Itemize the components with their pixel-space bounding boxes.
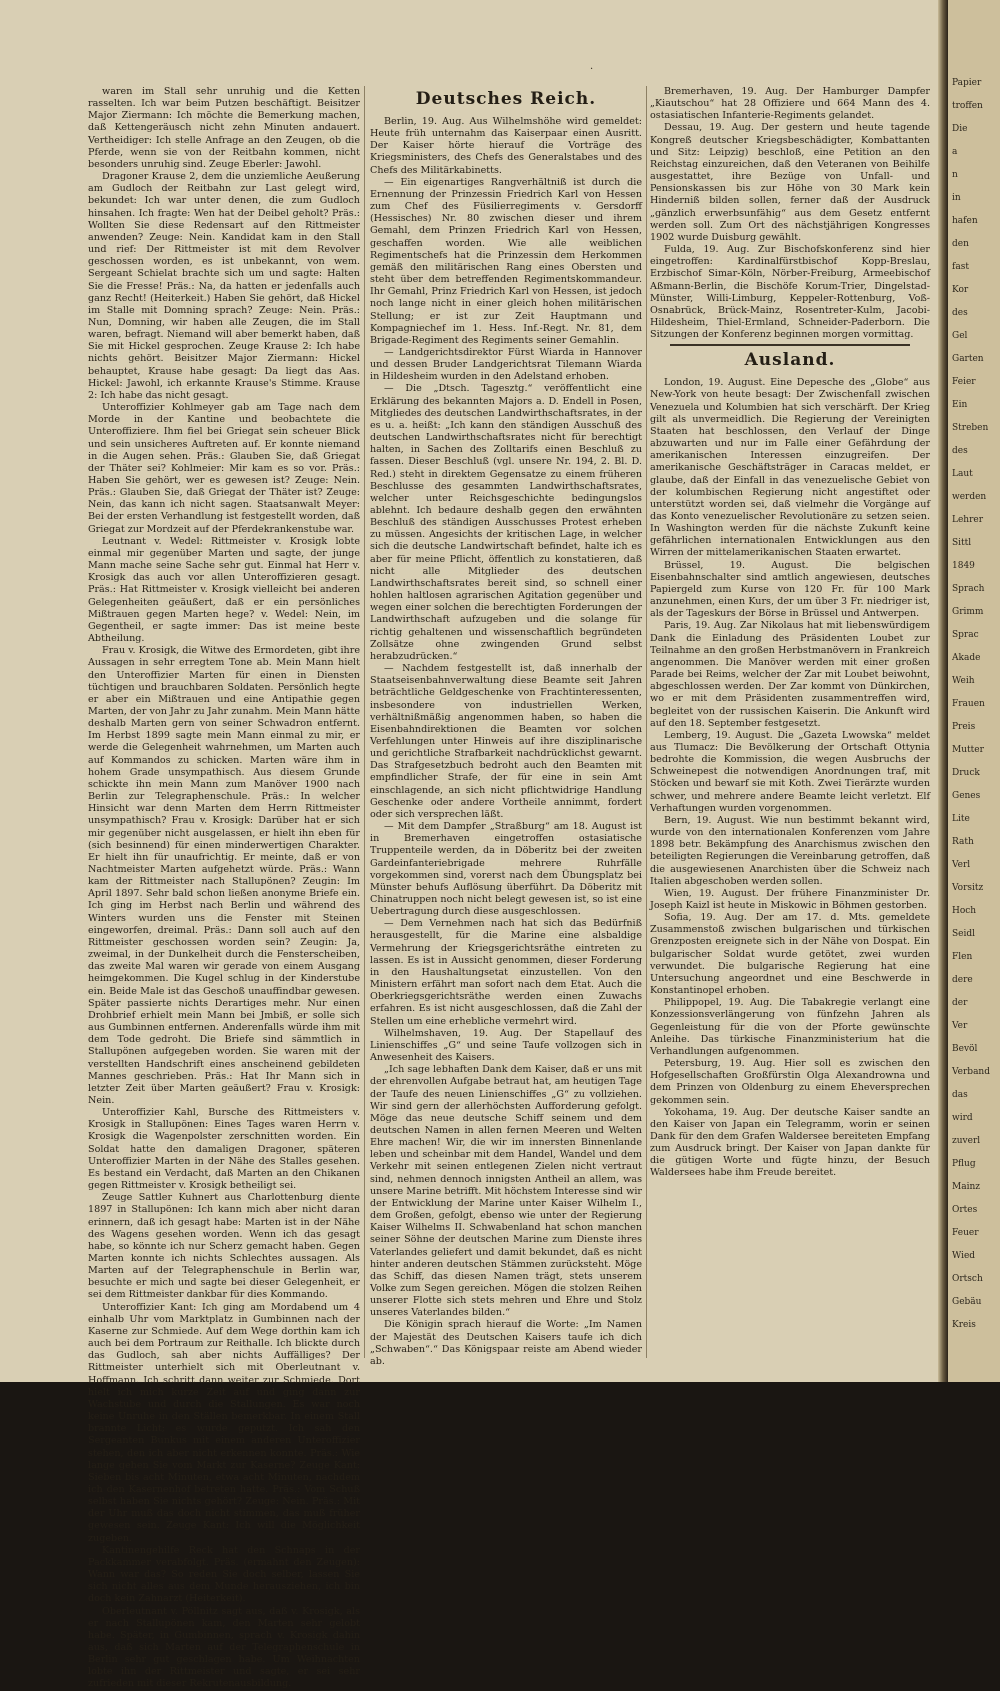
adjacent-page-fragment: troffen (952, 101, 983, 111)
adjacent-page-fragment: Akade (952, 653, 981, 663)
article-paragraph: — Dem Vernehmen nach hat sich das Bedürfniß herausgestellt, für die Marine eine alsbaldige Vermehrung der Kriegsgerichtsräthe eintreten zu lassen. Es ist in Aussicht genommen, dieser Forderung in den Haushaltungsetat einzustellen. Von den Ministern erfährt man sofort nach dem Etat. Auch die Oberkriegsgerichtsräthe werden einen Zuwachs erfahren. Es ist nicht ausgeschlossen, daß die Zahl der Stellen um eine erhebliche vermehrt wird. (370, 918, 642, 1027)
column-divider (646, 86, 647, 1358)
article-paragraph: Yokohama, 19. Aug. Der deutsche Kaiser sandte an den Kaiser von Japan ein Telegramm, worin er seinen Dank für den dem Grafen Waldersee bereiteten Empfang zum Ausdruck bringt. Der Kaiser von Japan dankte für die gütigen Worte und fügte hinzu, der Besuch Waldersees habe ihm Freude bereitet. (650, 1106, 930, 1179)
adjacent-page-fragment: Hoch (952, 906, 977, 916)
column-right-ausland-news (650, 377, 930, 1179)
adjacent-page-fragment: Gebäu (952, 1297, 982, 1307)
article-paragraph: Philippopel, 19. Aug. Die Tabakregie verlangt eine Konzessionsverlängerung von fünfzehn Jahren als Gegenleistung für die von der Pforte gewünschte Anleihe. Das türkische Finanzministerium hat die Verhandlungen aufgenommen. (650, 997, 930, 1057)
adjacent-page-fragment: Sprach (952, 584, 985, 594)
adjacent-page-fragment: fast (952, 262, 969, 272)
article-paragraph: Dragoner Krause 2, dem die unziemliche Aeußerung am Gudloch der Reitbahn zur Last gelegt wird, bekundet: Ich war unter denen, die zum Gudloch hinsahen. Ich fragte: Wen hat der Deibel geholt? Präs.: Wollten Sie diese Redensart auf den Rittmeister anwenden? Zeuge: Nein. Kandidat kam in den Stall und rief: Der Rittmeister ist mit dem Revolver geschossen worden, es ist unbekannt, von wem. Sergeant Schielat brachte sich um und sagte: Halten Sie die Fresse! Präs.: Na, da hatten er jedenfalls auch ganz Recht! (Heiterkeit.) Haben Sie gehört, daß Hickel im Stalle mit Domning sprach? Zeuge: Nein. Präs.: Nun, Domning, wir haben alle Zeugen, die im Stall waren, befragt. Niemand will aber bemerkt haben, daß Sie mit Hickel gesprochen. Zeuge Krause 2: Ich habe nichts gehört. Beisitzer Major Ziermann: Hickel behauptet, Krause habe gesagt: Da liegt das Aas. Hickel: Jawohl, ich erkannte Krause's Stimme. Krause 2: Ich habe das nicht gesagt. (88, 171, 360, 401)
article-paragraph: Wien, 19. August. Der frühere Finanzminister Dr. Joseph Kaizl ist heute in Miskowic in Böhmen gestorben. (650, 887, 930, 911)
adjacent-page-fragment: Flen (952, 952, 973, 962)
adjacent-page-fragment: Verband (952, 1067, 990, 1077)
page-mark: · (590, 64, 594, 75)
article-paragraph: Zeuge Sattler Kuhnert aus Charlottenburg diente 1897 in Stallupönen: Ich kann mich aber nicht daran erinnern, daß ich gesagt habe: Marten ist in der Nähe des Wagens gesehen worden. Wenn ich das gesagt habe, so könnte ich nur Scherz gemacht haben. Gegen Marten konnte ich nichts Schlechtes aussagen. Als Marten auf der Telegraphenschule in Berlin war, besuchte er mich und sagte bei dieser Gelegenheit, er sei dem Rittmeister dankbar für dies Kommando. (88, 1192, 360, 1301)
article-paragraph: London, 19. August. Eine Depesche des „Globe“ aus New-York von heute besagt: Der Zwischenfall zwischen Venezuela und Kolumbien hat sich verschärft. Der Krieg gilt als unvermeidlich. Die Regierung der Vereinigten Staaten hat beschlossen, den Verlauf der Dinge abzuwarten und nur im Falle einer Gefährdung der amerikanischen Interessen einzugreifen. Der amerikanische Geschäftsträger in Caracas meldet, er glaube, daß der Einfall in das venezuelische Gebiet von der kolumbischen Regierung nicht angestiftet oder unterstützt worden sei, daß vielmehr die Vorgänge auf das Konto venezuelischer Revolutionäre zu setzen seien. In Washington werden für die nächste Zukunft keine gefährlichen internationalen Entwicklungen aus den Wirren der mittelamerikanischen Staaten erwartet. (650, 377, 930, 559)
adjacent-page-fragment: Sprac (952, 630, 979, 640)
adjacent-page-fragment: des (952, 446, 968, 456)
article-paragraph: — Die „Dtsch. Tagesztg.“ veröffentlicht eine Erklärung des bekannten Majors a. D. Endell in Posen, Mitgliedes des deutschen Landwirthschaftsrates, in der es u. a. heißt: „Ich kann den ständigen Ausschuß des deutschen Landwirthschaftsrates nicht für berechtigt halten, in Sachen des Zolltarifs einen Beschluß zu fassen. Dieser Beschluß (vgl. unsere Nr. 194, 2. Bl. D. Red.) steht in direktem Gegensatze zu einem früheren Beschlusse des gesammten Landwirthschaftsrates, welcher unter Reichsgeschichte bedingungslos ablehnt. Ich bedaure deshalb gegen den erwähnten Beschluß des ständigen Ausschusses Protest erheben zu müssen. Angesichts der kritischen Lage, in welcher sich die deutsche Landwirtschaft befindet, halte ich es aber für meine Pflicht, öffentlich zu konstatieren, daß nicht alle Mitglieder des deutschen Landwirthschaftsrates bereit sind, so schnell einer hohlen haltlosen agrarischen Agitation gegenüber und wegen einer solchen die berechtigten Forderungen der Landwirthschaft aufzugeben und die solange für richtig gehaltenen und wissenschaftlich begründeten Zollsätze ohne zwingenden Grund selbst herabzudrücken.“ (370, 383, 642, 662)
article-paragraph: — Mit dem Dampfer „Straßburg“ am 18. August ist in Bremerhaven eingetroffen ostasiatische Truppenteile werden, da in Döberitz bei der zweiten Gardeinfanteriebrigade mehrere Ruhrfälle vorgekommen sind, vorerst nach dem Übungsplatz bei Münster behufs Auflösung überführt. Da Döberitz mit Chinatruppen noch nicht belegt gewesen ist, so ist eine Uebertragung durch diese ausgeschlossen. (370, 821, 642, 918)
adjacent-page-fragment: Weih (952, 676, 975, 686)
adjacent-page-fragment: Kreis (952, 1320, 976, 1330)
adjacent-page-fragment: Papier (952, 78, 982, 88)
article-paragraph: Dessau, 19. Aug. Der gestern und heute tagende Kongreß deutscher Kriegsbeschädigter, Kombattanten und Sitz: Leipzig) beschloß, eine Petition an den Reichstag einzureichen, daß den Veteranen von Beihilfe ausgestattet, ihre Bezüge von Unfall- und Pensionskassen bis zur Höhe von 30 Mark kein Hinderniß bilden sollen, ferner daß der Ausdruck „gänzlich erwerbsunfähig“ aus dem Gesetz entfernt werden soll. Zum Ort des nächstjährigen Kongresses 1902 wurde Duisburg gewählt. (650, 122, 930, 243)
adjacent-page-fragment: Rath (952, 837, 974, 847)
adjacent-page-fragment: zuverl (952, 1136, 981, 1146)
adjacent-page-fragment: hafen (952, 216, 978, 226)
section-heading-ausland: Ausland. (744, 350, 836, 371)
article-paragraph: — Ein eigenartiges Rangverhältniß ist durch die Ernennung der Prinzessin Friedrich Karl von Hessen zum Chef des Füsilierregiments v. Gersdorff (Hessisches) Nr. 80 zwischen dieser und ihrem Gemahl, dem Prinzen Friedrich Karl von Hessen, geschaffen worden. Wie alle weiblichen Regimentschefs hat die Prinzessin dem Herkommen gemäß den militärischen Rang eines Obersten und steht über dem betreffenden Regimentskommandeur. Ihr Gemahl, Prinz Friedrich Karl von Hessen, ist jedoch noch lange nicht in einer gleich hohen militärischen Stellung; er ist zur Zeit Hauptmann und Kompagniechef im 1. Hess. Inf.-Regt. Nr. 81, dem Brigade-Regiment des Regiments seiner Gemahlin. (370, 176, 642, 346)
article-paragraph: Bern, 19. August. Wie nun bestimmt bekannt wird, wurde von den internationalen Konferenzen vom Jahre 1898 betr. Bekämpfung des Anarchismus zwischen den beteiligten Regierungen die Vereinbarung getroffen, daß die ausgewiesenen Anarchisten über die Schweiz nach Italien abgeschoben werden sollen. (650, 814, 930, 887)
adjacent-page-fragment: Vorsitz (952, 883, 984, 893)
article-paragraph: Brüssel, 19. August. Die belgischen Eisenbahnschalter sind amtlich angewiesen, deutsches Papiergeld zum Kurse von 120 Fr. für 100 Mark anzunehmen, einen Kurs, der um über 3 Fr. niedriger ist, als der Tageskurs der Börse in Brüssel und Antwerpen. (650, 559, 930, 620)
article-paragraph: Unteroffizier Kahl, Bursche des Rittmeisters v. Krosigk in Stallupönen: Eines Tages waren Herrn v. Krosigk die Wagenpolster zerschnitten worden. Ein Soldat hatte den damaligen Dragoner, späteren Unteroffizier Marten in der Nähe des Stalles gesehen. Es bestand ein Verdacht, daß Marten an den Chikanen gegen Rittmeister v. Krosigk betheiligt sei. (88, 1107, 360, 1192)
adjacent-page-fragment: Genes (952, 791, 981, 801)
adjacent-page-fragment: Wied (952, 1251, 976, 1261)
article-paragraph: Fulda, 19. Aug. Zur Bischofskonferenz sind hier eingetroffen: Kardinalfürstbischof Kopp-Breslau, Erzbischof Simar-Köln, Nörber-Freiburg, Armeebischof Aßmann-Berlin, die Bischöfe Korum-Trier, Dingelstad-Münster, Willi-Limburg, Keppeler-Rottenburg, Voß-Osnabrück, Brück-Mainz, Rosentreter-Kulm, Jacobi-Hildesheim, Thiel-Ermland, Schneider-Paderborn. Die Sitzungen der Konferenz beginnen morgen vormittag. (650, 244, 930, 341)
column-right-top-news (650, 86, 930, 341)
adjacent-page-fragment: Druck (952, 768, 980, 778)
adjacent-page-fragment: Feier (952, 377, 976, 387)
adjacent-page-fragment: dere (952, 975, 973, 985)
article-paragraph: Petersburg, 19. Aug. Hier soll es zwischen den Hofgesellschaften Großfürstin Olga Alexandrowna und dem Prinzen von Oldenburg zu einem Eheversprechen gekommen sein. (650, 1058, 930, 1106)
adjacent-page-fragment: Garten (952, 354, 984, 364)
article-paragraph: Frau v. Krosigk, die Witwe des Ermordeten, gibt ihre Aussagen in sehr erregtem Tone ab. Mein Mann hielt den Unteroffizier Marten für einen in Diensten tüchtigen und brauchbaren Soldaten. Persönlich hegte er aber ein Mißtrauen und eine Antipathie gegen Marten, der von Jahr zu Jahr zunahm. Mein Mann hätte deshalb Marten gern von seiner Schwadron entfernt. Im Herbst 1899 sagte mein Mann einmal zu mir, er werde die Gelegenheit wahrnehmen, um Marten auch auf Kommandos zu schicken. Marten wäre ihm in hohem Grade unsympathisch. Aus diesem Grunde schickte ihn mein Mann zum Manöver 1900 nach Berlin zur Telegraphenschule. Präs.: In welcher Hinsicht war denn Marten dem Herrn Rittmeister unsympathisch? Frau v. Krosigk: Darüber hat er sich mir gegenüber nicht ausgelassen, er hielt ihn eben für (sich besinnend) für einen minderwertigen Charakter. Er hielt ihn für unaufrichtig. Er meinte, daß er von Nachtmeister Marten aufgehetzt würde. Präs.: Wann kam der Rittmeister nach Stallupönen? Zeugin: Im April 1897. Sehr bald schon ließen anonyme Briefe ein. Ich ging im Herbst nach Berlin und während des Winters wurden uns die Fenster mit Steinen eingeworfen, dreimal. Präs.: Dann soll auch auf den Rittmeister geschossen worden sein? Zeugin: Ja, zweimal, in der Dunkelheit durch die Fensterscheiben, das zweite Mal waren wir gerade von einem Ausgang heimgekommen. Die Kugel schlug in der Kinderstube ein. Beide Male ist das Geschoß unauffindbar gewesen. Später passierte nichts Derartiges mehr. Nur einen Drohbrief erhielt mein Mann bei Jmbiß, er solle sich aus Gumbinnen entfernen. Anderenfalls würde ihm mit dem Tode gedroht. Die Briefe sind sämmtlich in Stallupönen aufgegeben worden. Sie waren mit der verstellten Handschrift eines anscheinend gebildeten Mannes geschrieben. Präs.: Hat Ihr Mann sich in letzter Zeit über Marten geäußert? Frau v. Krosigk: Nein. (88, 645, 360, 1106)
adjacent-page-fragment: Streben (952, 423, 989, 433)
section-separator (670, 344, 910, 346)
adjacent-page-fragment: Pflug (952, 1159, 976, 1169)
adjacent-page-fragment: Ortes (952, 1205, 978, 1215)
article-paragraph: Paris, 19. Aug. Zar Nikolaus hat mit liebenswürdigem Dank die Einladung des Präsidenten Loubet zur Teilnahme an den großen Herbstmanövern in Frankreich angenommen. Die Manöver werden mit einer großen Parade bei Reims, welcher der Zar mit Loubet beiwohnt, abgeschlossen werden. Der Zar kommt von Dünkirchen, wo er mit dem Präsidenten zusammentreffen wird, begleitet von der russischen Kaiserin. Die Ankunft wird auf den 18. September festgesetzt. (650, 620, 930, 729)
adjacent-page-fragment: den (952, 239, 969, 249)
adjacent-page-fragment: in (952, 193, 961, 203)
article-paragraph: Unteroffizier Kant: Ich ging am Mordabend um 4 einhalb Uhr vom Marktplatz in Gumbinnen nach der Kaserne zur Schmiede. Auf dem Wege dorthin kam ich auch bei dem Portraum zur Reithalle. Ich blickte durch das Gudloch, sah aber nichts Auffälliges? Der Rittmeister unterhielt sich mit Oberleutnant v. Hoffmann. Ich schritt dann weiter zur Schmiede. Dort hielt ich mich kurze Zeit auf und ging dann zur Wachstube und durch die Stallungen. Es war noch keine Unruhe in den Ställen bemerkbar. In einem Stall brannte Licht; es wurde geputzt. Ich sah den Sergeanten Bunkus mit einem anderen Unteroffizier stehen, den ich aber nicht erkennen konnte. Präs.: Wie lange gehen Sie vom Markt zur Kaserne? Zeuge Kant: Sieben bis acht Minuten, etwa acht Minuten, nachdem ich den Kasernenhof betreten hatte. Präs.: Vom Schuß selbst haben Sie nichts gehört? Zeuge: Nein. Präs.: Mit der Uhr muß das doch nicht stimmen, das muß früher gewesen sein. Zeuge Kant: Ich will die Möglichkeit zugeben. (88, 1301, 360, 1544)
adjacent-page-fragment: Preis (952, 722, 976, 732)
adjacent-page-fragment: werden (952, 492, 987, 502)
article-paragraph: Lemberg, 19. August. Die „Gazeta Lwowska“ meldet aus Tlumacz: Die Bevölkerung der Ortschaft Ottynia bedrohte die Kommission, die wegen Ausbruchs der Schweinepest die notwendigen Anordnungen traf, mit Stöcken und bewarf sie mit Koth. Zwei Tierärzte wurden schwer, und mehrere andere Beamte leicht verletzt. Elf Verhaftungen wurden vorgenommen. (650, 729, 930, 814)
adjacent-page-fragment: n (952, 170, 958, 180)
adjacent-page-fragment: Frauen (952, 699, 985, 709)
adjacent-page-fragment: Kor (952, 285, 969, 295)
adjacent-page-fragment: a (952, 147, 958, 157)
adjacent-page-fragment: Seidl (952, 929, 976, 939)
article-paragraph: Sofia, 19. Aug. Der am 17. d. Mts. gemeldete Zusammenstoß zwischen bulgarischen und türkischen Grenzposten ereignete sich in der Nähe von Dospat. Ein bulgarischer Soldat wurde getötet, zwei wurden verwundet. Die bulgarische Regierung hat eine Untersuchung angeordnet und eine Beschwerde in Konstantinopel erhoben. (650, 912, 930, 997)
adjacent-page-fragment: der (952, 998, 968, 1008)
column-divider (364, 86, 365, 1358)
adjacent-page-fragment: das (952, 1090, 968, 1100)
article-paragraph: Kantinengehilfe Reck hat den Schnaps in der Packkammer verabfolgt. Präs. (ermahnt den Zeugen): Wann war das? So reden Sie doch selber, lassen Sie sich nicht alles aus dem Munde herausziehen, ich bin doch kein Zahnarzt (Heiterkeit). (88, 1544, 360, 1605)
article-paragraph: Unteroffizier Kohlmeyer gab am Tage nach dem Morde in der Kantine und beobachtete die Unteroffiziere. Ihm fiel bei Griegat sein scheuer Blick und sein unsicheres Auftreten auf. Er konnte niemand in die Augen sehen. Präs.: Glauben Sie, daß Griegat der Thäter sei? Kohlmeier: Mir kam es so vor. Präs.: Haben Sie gehört, wer es gewesen ist? Zeuge: Nein. Präs.: Glauben Sie, daß Griegat der Thäter ist? Zeuge: Nein, das kann ich nicht sagen. Staatsanwalt Meyer: Bei der ersten Verhandlung ist festgestellt worden, daß Griegat zur Mordzeit auf der Pferdekrankenstube war. (88, 402, 360, 535)
adjacent-page-fragment: Lite (952, 814, 970, 824)
column-middle (370, 86, 642, 1367)
adjacent-page-fragment: Gel (952, 331, 968, 341)
article-paragraph: „Ich sage lebhaften Dank dem Kaiser, daß er uns mit der ehrenvollen Aufgabe betraut hat, am heutigen Tage der Taufe des neuen Linienschiffes „G“ zu vollziehen. Wir sind gern der allerhöchsten Aufforderung gefolgt. Möge das neue deutsche Schiff seinem und dem deutschen Namen in allen fernen Meeren und Welten Ehre machen! Wir, die wir im innersten Binnenlande leben und scheinbar mit dem Handel, Wandel und dem Verkehr mit seinen entlegenen Zielen nicht vertraut sind, nehmen dennoch innigsten Antheil an allem, was unsere Marine betrifft. Mit höchstem Interesse sind wir der Entwicklung der Marine unter Kaiser Wilhelm I., dem Großen, gefolgt, ebenso wie unter der Regierung Kaiser Wilhelms II. Schwabenland hat schon manchen seiner Söhne der deutschen Marine zum Dienste ihres Vaterlandes geliefert und damit bekundet, daß es nicht hinter anderen deutschen Stämmen zurücksteht. Möge das Schiff, das diesen Namen trägt, stets unserem Volke zum Segen gereichen. Mögen die stolzen Reihen unserer Flotte sich stets mehren und Ehre und Stolz unseres Vaterlandes bilden.“ (370, 1064, 642, 1319)
article-paragraph: Leutnant v. Wedel: Rittmeister v. Krosigk lobte einmal mir gegenüber Marten und sagte, der junge Mann mache seine Sache sehr gut. Einmal hat Herr v. Krosigk das auch vor allen Unteroffizieren gesagt. Präs.: Hat Rittmeister v. Krosigk vielleicht bei anderen Gelegenheiten geäußert, daß er ein persönliches Mißtrauen gegen Marten hege? v. Wedel: Nein, im Gegentheil, er sagte immer: Das ist meine beste Abtheilung. (88, 535, 360, 645)
adjacent-page-fragment: Sittl (952, 538, 972, 548)
adjacent-page-fragment: Ortsch (952, 1274, 983, 1284)
section-heading-deutsches-reich: Deutsches Reich. (415, 89, 597, 109)
adjacent-page-fragment: Die (952, 124, 968, 134)
adjacent-page-fragment: Grimm (952, 607, 984, 617)
column-left (88, 86, 360, 1690)
column-right (650, 86, 930, 1358)
adjacent-page-fragment: Feuer (952, 1228, 979, 1238)
adjacent-page-fragment: Lehrer (952, 515, 984, 525)
adjacent-page-fragment: des (952, 308, 968, 318)
adjacent-page-fragment: wird (952, 1113, 973, 1123)
adjacent-page-fragment: Mutter (952, 745, 984, 755)
article-paragraph: — Landgerichtsdirektor Fürst Wiarda in Hannover und dessen Bruder Landgerichtsrat Tilemann Wiarda in Hildesheim wurden in den Adelstand erhoben. (370, 346, 642, 383)
adjacent-page-fragment: Bevöl (952, 1044, 978, 1054)
article-paragraph: Oberleutnant v. Pöllnitz sagt aus, daß v. Krosigk, als er nach Stallupönen kam, den Marten sehr gelobt habe. Später, in Gumbinnen, sprach v. Krosigk dahin aus, daß sich Marten auf der Telegraphenschule in Berlin sehr gut geschlagen habe. Um Weihnachten lobte ihn der Rittmeister und sagte, er sei sehr zufrieden mit dieser Rekrutenausbildung. (88, 1605, 360, 1690)
article-paragraph: Wilhelmshaven, 19. Aug. Der Stapellauf des Linienschiffes „G“ und seine Taufe vollzogen sich in Anwesenheit des Kaisers. (370, 1027, 642, 1064)
article-paragraph: — Nachdem festgestellt ist, daß innerhalb der Staatseisenbahnverwaltung diese Beamte seit Jahren beträchtliche Geldgeschenke von Frachtinteressenten, insbesondere von industriellen Werken, verhältnißmäßig angenommen haben, so haben die Eisenbahndirektionen die Beamten vor solchen Verfehlungen unter Hinweis auf ihre disziplinarische und gerichtliche Strafbarkeit nachdrücklichst gewarnt. Das Strafgesetzbuch bedroht auch den Beamten mit empfindlicher Strafe, der für eine in sein Amt einschlagende, an sich nicht pflichtwidrige Handlung Geschenke oder andere Vortheile annimmt, fordert oder sich versprechen läßt. (370, 663, 642, 820)
adjacent-page-fragment: Verl (952, 860, 971, 870)
article-paragraph: waren im Stall sehr unruhig und die Ketten rasselten. Ich war beim Putzen beschäftigt. Beisitzer Major Ziermann: Ich möchte die Bemerkung machen, daß Kettengeräusch nicht zehn Minuten andauert. Vertheidiger: Ich stelle Anfrage an den Zeugen, ob die Pferde, wenn sie von der Reitbahn kommen, nicht besonders unruhig sind. Zeuge Eberler: Jawohl. (88, 86, 360, 170)
book-gutter (938, 0, 948, 1382)
adjacent-page-edge (948, 0, 1000, 1382)
article-paragraph: Bremerhaven, 19. Aug. Der Hamburger Dampfer „Kiautschou“ hat 28 Offiziere und 664 Mann des 4. ostasiatischen Infanterie-Regiments gelandet. (650, 86, 930, 122)
adjacent-page-fragment: Laut (952, 469, 973, 479)
adjacent-page-fragment: 1849 (952, 561, 975, 571)
adjacent-page-fragment: Ver (952, 1021, 968, 1031)
adjacent-page-fragment: Mainz (952, 1182, 980, 1192)
adjacent-page-fragment: Ein (952, 400, 968, 410)
article-paragraph: Die Königin sprach hierauf die Worte: „Im Namen der Majestät des Deutschen Kaisers taufe ich dich „Schwaben“.“ Das Königspaar reiste am Abend wieder ab. (370, 1319, 642, 1367)
article-paragraph: Berlin, 19. Aug. Aus Wilhelmshöhe wird gemeldet: Heute früh unternahm das Kaiserpaar einen Ausritt. Der Kaiser hörte hierauf die Vorträge des Kriegsministers, des Chefs des Generalstabes und des Chefs des Militärkabinetts. (370, 116, 642, 176)
